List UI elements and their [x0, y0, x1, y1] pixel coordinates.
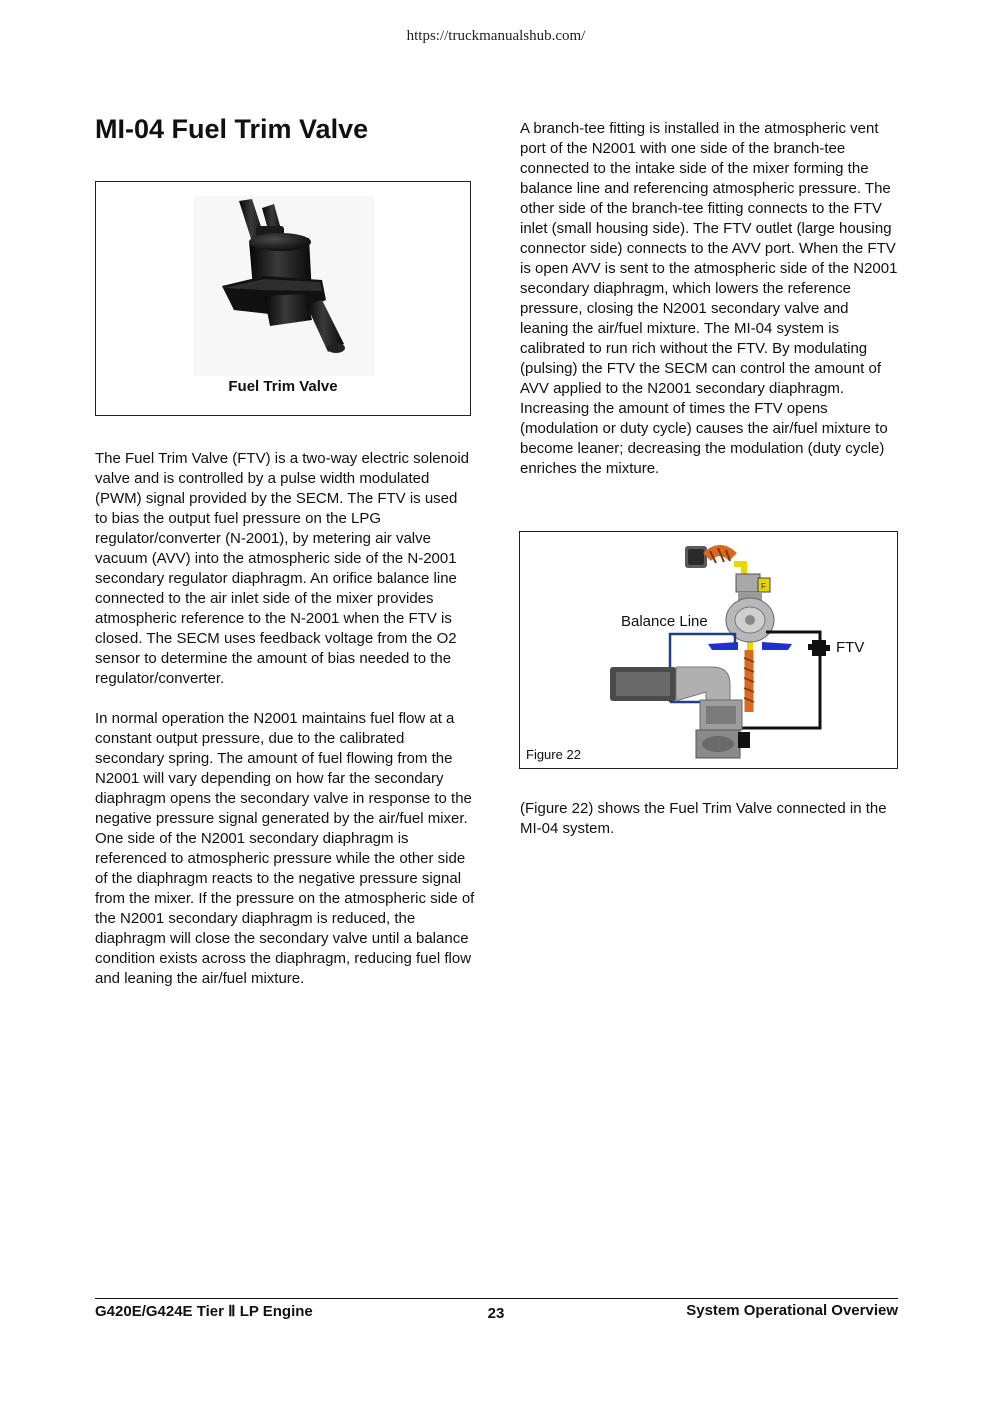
fuel-trim-valve-figure	[95, 181, 471, 416]
ftv-label: FTV	[836, 639, 865, 656]
footer-engine-model: G420E/G424E Tier Ⅱ LP Engine	[95, 1303, 313, 1320]
ftv-icon	[808, 640, 830, 656]
wire-harness-icon	[685, 546, 733, 568]
tag-letter: F	[761, 582, 766, 591]
mixer-icon	[696, 700, 750, 758]
page-number: 23	[487, 1305, 505, 1322]
paragraph-ftv-intro: The Fuel Trim Valve (FTV) is a two-way electric solenoid valve and is controlled by a pulse width modulated (PWM) signal provided by the SECM. The FTV is used to bias the output fuel pressure on the LPG regulator/converter (N-2001), by metering air valve vacuum (AVV) into the atmospheric side of the N-2001 secondary regulator diaphragm. An orifice balance line connected to the air inlet side of the mixer provides atmospheric reference to the N-2001 when the FTV is closed. The SECM uses feedback voltage from the O2 sensor to determine the amount of bias needed to the regulator/converter.	[95, 450, 469, 687]
footer-divider	[95, 1298, 898, 1299]
figure-caption: Fuel Trim Valve	[228, 378, 338, 395]
figure-22-diagram	[519, 531, 898, 769]
footer-section-title: System Operational Overview	[686, 1302, 898, 1319]
paragraph-branch-tee: A branch-tee fitting is installed in the atmospheric vent port of the N2001 with one side of the branch-tee connected to the intake side of the mixer forming the balance line and referencing atmospheric pressure. The other side of the branch-tee fitting connects to the FTV inlet (small housing side). The FTV outlet (large housing connector side) connects to the AVV port. When the FTV is open AVV is sent to the atmospheric side of the N2001 secondary diaphragm, which lowers the reference pressure, closing the N2001 secondary valve and leaning the air/fuel mixture. The MI-04 system is calibrated to run rich without the FTV. By modulating (pulsing) the FTV the SECM can control the amount of AVV applied to the N2001 secondary diaphragm. Increasing the amount of times the FTV opens (modulation or duty cycle) causes the air/fuel mixture to become leaner; decreasing the modulation (duty cycle) enriches the mixture.	[520, 120, 898, 477]
paragraph-figure-22-reference: (Figure 22) shows the Fuel Trim Valve connected in the MI-04 system.	[520, 800, 887, 837]
paragraph-normal-operation: In normal operation the N2001 maintains fuel flow at a constant output pressure, due to the calibrated secondary spring. The amount of fuel flowing from the N2001 will vary depending on how far the secondary diaphragm opens the secondary valve in response to the negative pressure signal generated by the air/fuel mixer. One side of the N2001 secondary diaphragm is referenced to atmospheric pressure while the other side of the diaphragm reacts to the negative pressure signal from the mixer. If the pressure on the atmospheric side of the N2001 secondary diaphragm is reduced, the diaphragm will close the secondary valve until a balance condition exists across the diaphragm, reducing fuel flow and leaning the air/fuel mixture.	[95, 710, 475, 987]
figure-22-caption: Figure 22	[526, 747, 581, 762]
fuel-trim-valve-photo	[194, 196, 374, 376]
balance-line-label: Balance Line	[621, 613, 708, 630]
source-url: https://truckmanualshub.com/	[406, 28, 586, 44]
page-title: MI-04 Fuel Trim Valve	[95, 114, 369, 144]
